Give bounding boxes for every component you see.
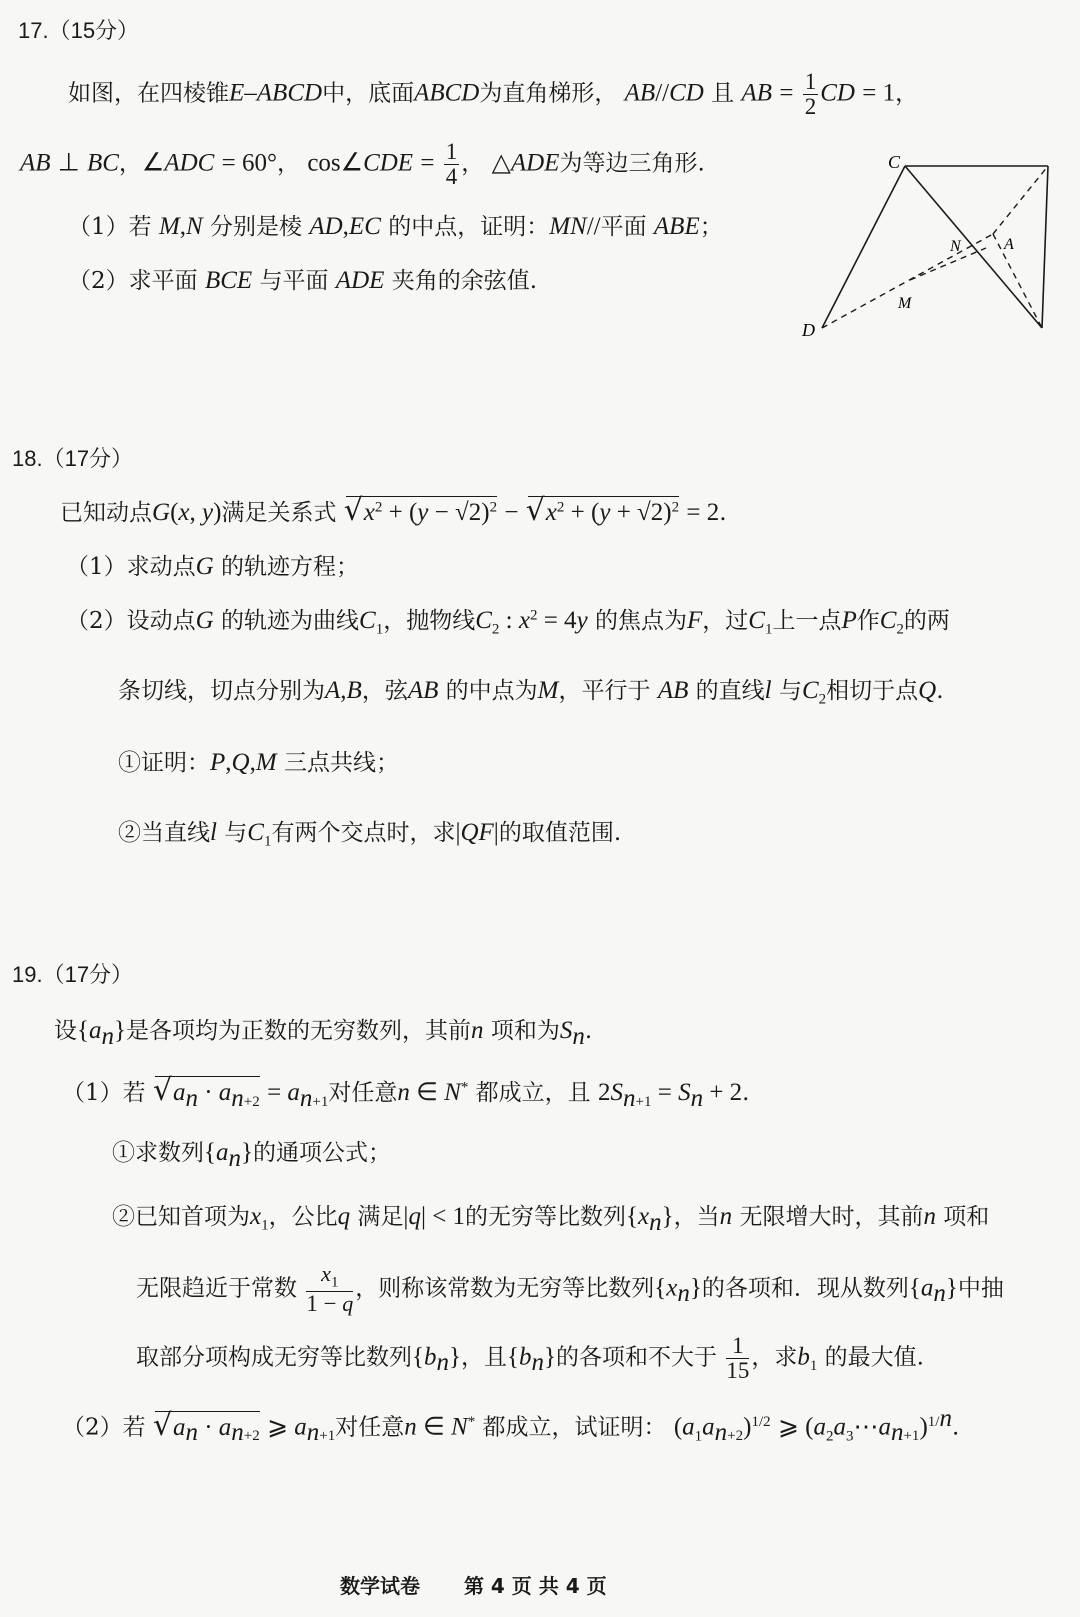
fig-label-c: C [888,152,901,172]
q18-part1: （1）求动点G 的轨迹方程； [66,553,360,580]
q19-part2: （2）若 √ $a_n \cdot a_{n+2}$ ⩾ $a_{n+1}$对任意n ∈ N* 都成立，试证明： $(a_1a_{n+2})^{1/2}$ ⩾ $(a_2a_3\cdots a_{n+1})^{1/n}$. [62,1404,959,1450]
q17-part1: （1）若 M,N 分别是棱 AD,EC 的中点，证明：MN//平面 ABE； [68,213,723,240]
q19-intro: 设$\{a_n\}$是各项均为正数的无穷数列，其前n 项和为$S_n$. [54,1017,593,1050]
q18-sub1: ①证明：P,Q,M 三点共线； [118,749,399,776]
q19-sub2-line1: ②已知首项为$x_1$，公比q 满足|q| < 1的无穷等比数列$\{x_n\}$，当n 无限增大时，其前n 项和 [112,1203,990,1236]
q18-intro: 已知动点G(x, y)满足关系式 √ $x^2 + (y - √2)^2$ − √ $x^2 + (y + √2)^2 = 2$. [60,496,727,530]
footer-subject: 数学试卷 [340,1574,420,1598]
fig-label-d: D [802,320,815,340]
q17-header: 17.（15分） [18,18,140,43]
q19-sub2-line3: 取部分项构成无穷等比数列$\{b_n\}$，且$\{b_n\}$的各项和不大于 $\frac{1}{15}$ ，求$b_1$ 的最大值. [136,1333,924,1384]
q19-sub2-line2: 无限趋近于常数 $\frac{x_1}{1 - q}$ ，则称该常数为无穷等比数列$\{x_n\}$的各项和．现从数列$\{a_n\}$中抽 [136,1261,1004,1317]
footer [340,1574,607,1598]
q19-sub1: ①求数列$\{a_n\}$的通项公式； [112,1139,391,1172]
q17-intro-line2: AB ⊥ BC，∠ADC = 60°， cos∠CDE = $\frac{1}{4}$ ， △ADE为等边三角形. [20,139,705,190]
q18-part2-line1: （2）设动点G 的轨迹为曲线$C_1$，抛物线$C_2$ : $x^2 = 4y$ 的焦点为F，过$C_1$上一点P作$C_2$的两 [66,607,950,638]
q19-header: 19.（17分） [12,962,134,987]
q17-part2: （2）求平面 BCE 与平面 ADE 夹角的余弦值. [68,267,538,294]
footer-page: 第 4 页 共 4 页 [463,1574,607,1598]
fig-label-a: A [1004,236,1014,253]
fig-label-m: M [898,295,912,312]
q18-sub2: ②当直线l 与$C_1$有两个交点时，求|QF|的取值范围. [118,819,622,850]
q18-part2-line2: 条切线，切点分别为A,B，弦AB 的中点为M，平行于 AB 的直线l 与$C_2$相切于点Q. [118,677,944,708]
fig-label-n: N [950,238,961,255]
pyramid-figure [790,150,1060,350]
q19-part1: （1）若 √ $a_n \cdot a_{n+2} = a_{n+1}$对任意n ∈ N* 都成立，且 $2S_{n+1} = S_n + 2$. [62,1076,749,1115]
q17-intro-line1: 如图，在四棱锥E–ABCD中，底面ABCD为直角梯形， AB//CD 且 AB = $\frac{1}{2}$ CD = 1， [68,69,919,120]
q18-header: 18.（17分） [12,446,134,471]
